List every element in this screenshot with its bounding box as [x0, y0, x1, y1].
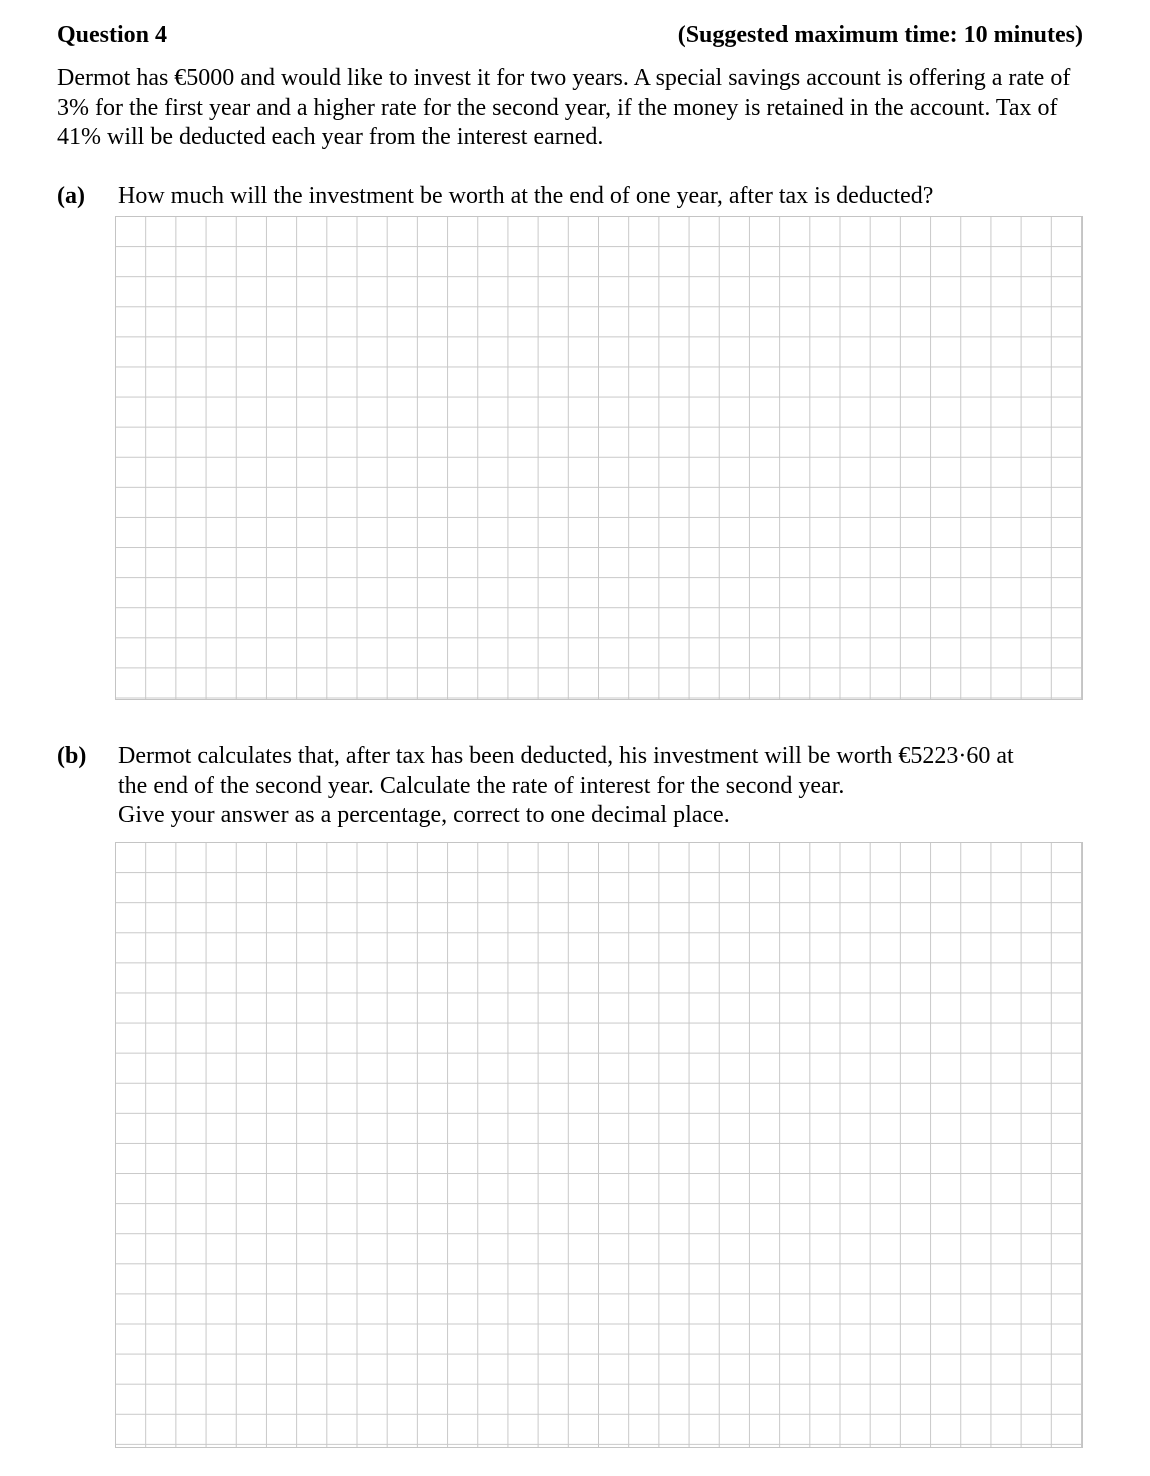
part-b-text	[118, 742, 1083, 831]
part-b-line-1: Dermot calculates that, after tax has been deducted, his investment will be worth €5223·60 at	[118, 743, 1014, 769]
part-b-line-2: the end of the second year. Calculate the rate of interest for the second year.	[118, 772, 845, 799]
part-b-label: (b)	[57, 743, 87, 769]
part-a-text: How much will the investment be worth at the end of one year, after tax is deducted?	[118, 183, 934, 209]
part-b	[57, 742, 1087, 832]
suggested-time-note: (Suggested maximum time: 10 minutes)	[677, 22, 1083, 48]
question-header	[57, 22, 1083, 54]
part-a-label: (a)	[57, 183, 85, 209]
part-b-line-3: Give your answer as a percentage, correct to one decimal place.	[118, 802, 730, 828]
question-intro: Dermot has €5000 and would like to invest it for two years. A special savings account is offering a rate of 3% for the first year and a higher rate for the second year, if the money is retained in the account. Tax of 41% will be deducted each year from the interest earned.	[57, 65, 1071, 150]
answer-grid-a[interactable]	[115, 216, 1083, 700]
answer-grid-b[interactable]	[115, 842, 1083, 1448]
part-a	[57, 182, 1087, 212]
question-title: Question 4	[57, 22, 168, 48]
